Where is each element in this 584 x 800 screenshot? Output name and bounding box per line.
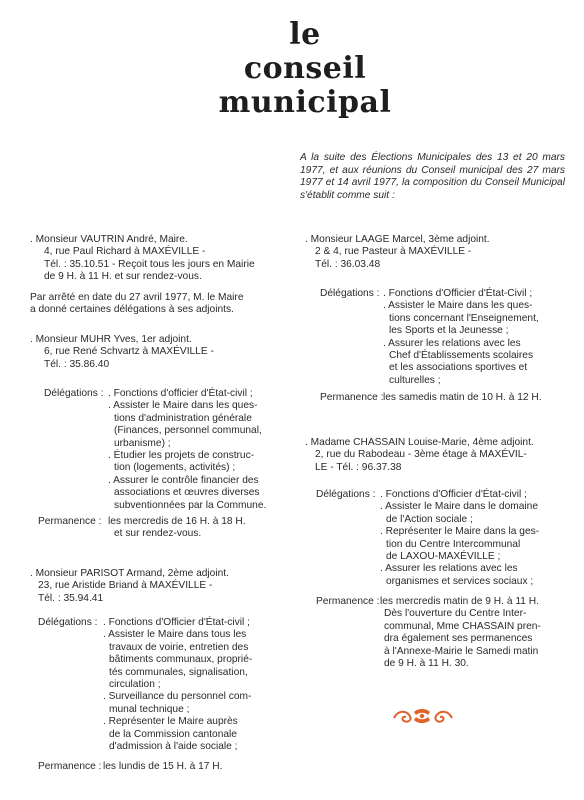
adj4-delegation-line: . Fonctions d'Officier d'État-civil ; [380, 489, 527, 500]
adj4-delegation-line: . Assurer les relations avec les [380, 563, 518, 575]
decorative-ornament-icon [392, 706, 454, 726]
adj4-delegation-line: de l'Action sociale ; [386, 513, 473, 525]
adj4-delegation-line: organismes et services sociaux ; [386, 575, 534, 587]
maire-line-address: 4, rue Paul Richard à MAXÉVILLE - [44, 246, 206, 258]
adj4-delegation-line: . Assister le Maire dans le domaine [380, 501, 538, 513]
adj3-line-address: 2 & 4, rue Pasteur à MAXÉVILLE - [315, 246, 472, 258]
adj3-delegation-line: . Fonctions d'Officier d'État-Civil ; [383, 288, 533, 299]
adj1-line-name: . Monsieur MUHR Yves, 1er adjoint. [30, 334, 192, 345]
adj2-delegation-line: . Représenter le Maire auprès [103, 716, 238, 728]
adj3-delegation-line: et les associations sportives et [389, 362, 528, 374]
adj2-permanence-label: Permanence : [38, 761, 102, 772]
adj3-delegation-line: . Assurer les relations avec les [383, 337, 521, 349]
adj1-delegation-line: . Assister le Maire dans les ques- [108, 400, 258, 412]
adj3-block [305, 234, 565, 271]
adj3-permanence [383, 392, 563, 404]
adj4-block [305, 437, 570, 474]
adj1-delegation-line: associations et œuvres diverses [114, 487, 260, 499]
adj4-line-name: . Madame CHASSAIN Louise-Marie, 4ème adjoint. [305, 437, 534, 448]
adj4-delegation-line: de LAXOU-MAXÉVILLE ; [386, 551, 501, 563]
adj1-permanence-label: Permanence : [38, 516, 102, 527]
arrete-line-2: a donné certaines délégations à ses adjoints. [30, 304, 234, 316]
adj4-permanence-line: à l'Annexe-Mairie le Samedi matin [384, 645, 539, 657]
adj4-delegations-label: Délégations : [316, 489, 376, 500]
adj1-delegation-line: (Finances, personnel communal, [114, 425, 262, 437]
adj4-permanence-line: les mercredis matin de 9 H. à 11 H. [380, 596, 539, 607]
adj3-delegations-list [383, 288, 563, 387]
adj3-delegations-label: Délégations : [320, 288, 380, 299]
adj2-permanence [103, 761, 278, 773]
intro-paragraph: A la suite des Élections Municipales des 13 et 20 mars 1977, et aux réunions du Conseil municipal des 27 mars 1977 et 14 avril 1977, la composition du Conseil Municipal s'établit comme suit : [300, 152, 565, 201]
adj2-delegations-list [103, 617, 278, 753]
adj4-line-phone: LE - Tél. : 96.37.38 [315, 461, 402, 473]
adj2-line-address: 23, rue Aristide Briand à MAXÉVILLE - [38, 580, 213, 592]
adj3-permanence-line: les samedis matin de 10 H. à 12 H. [383, 392, 542, 403]
title-line-3: municipal [218, 85, 392, 120]
adj2-delegation-line: munal technique ; [109, 703, 190, 715]
adj4-delegations-list [380, 489, 560, 588]
adj4-permanence-line: dra également ses permanences [384, 633, 533, 645]
adj1-line-phone: Tél. : 35.86.40 [44, 358, 110, 370]
adj1-delegation-line: . Étudier les projets de construc- [108, 450, 255, 462]
adj2-block [30, 568, 285, 605]
adj1-delegation-line: tions d'administration générale [114, 412, 252, 424]
adj2-delegations-label: Délégations : [38, 617, 98, 628]
adj2-delegation-line: circulation ; [109, 679, 161, 691]
adj4-line-address: 2, rue du Rabodeau - 3ème étage à MAXÉVIL- [315, 449, 527, 461]
adj4-permanence [380, 596, 560, 670]
maire-line-hours: de 9 H. à 11 H. et sur rendez-vous. [44, 271, 202, 283]
adj4-delegation-line: tion du Centre Intercommunal [386, 538, 521, 550]
adj1-delegation-line: urbanisme) ; [114, 437, 171, 449]
adj1-permanence [108, 516, 278, 541]
adj1-line-address: 6, rue René Schvartz à MAXÉVILLE - [44, 346, 214, 358]
title-line-2: conseil [243, 51, 367, 86]
adj2-delegation-line: de la Commission cantonale [109, 728, 237, 740]
adj1-delegation-line: . Assurer le contrôle financier des [108, 474, 259, 486]
adj3-delegation-line: les Sports et la Jeunesse ; [389, 325, 509, 337]
adj2-delegation-line: d'admission à l'aide sociale ; [109, 741, 238, 753]
adj3-line-name: . Monsieur LAAGE Marcel, 3ème adjoint. [305, 234, 490, 245]
adj2-delegation-line: bâtiments communaux, proprié- [109, 654, 253, 666]
adj2-delegation-line: tés communales, signalisation, [109, 666, 248, 678]
adj2-line-phone: Tél. : 35.94.41 [38, 592, 104, 604]
adj3-permanence-label: Permanence : [320, 392, 384, 403]
arrete-paragraph [30, 292, 280, 317]
adj1-permanence-line: et sur rendez-vous. [114, 528, 202, 540]
adj4-permanence-line: Dès l'ouverture du Centre Inter- [384, 608, 527, 620]
adj3-line-phone: Tél. : 36.03.48 [315, 258, 381, 270]
adj3-delegation-line: tions concernant l'Enseignement, [389, 312, 539, 324]
adj3-delegation-line: Chef d'Établissements scolaires [389, 350, 534, 362]
adj4-permanence-line: de 9 H. à 11 H. 30. [384, 658, 469, 670]
adj1-delegations-list [108, 388, 278, 512]
maire-line-phone: Tél. : 35.10.51 - Reçoit tous les jours en Mairie [44, 258, 255, 270]
adj2-delegation-line: . Fonctions d'Officier d'État-civil ; [103, 617, 250, 628]
adj2-line-name: . Monsieur PARISOT Armand, 2ème adjoint. [30, 568, 229, 579]
adj3-delegation-line: . Assister le Maire dans les ques- [383, 300, 533, 312]
adj2-permanence-line: les lundis de 15 H. à 17 H. [103, 761, 223, 772]
adj2-delegation-line: . Surveillance du personnel com- [103, 691, 252, 703]
adj1-delegations-label: Délégations : [44, 388, 104, 399]
arrete-line-1: Par arrêté en date du 27 avril 1977, M. le Maire [30, 292, 244, 303]
adj4-delegation-line: . Représenter le Maire dans la ges- [380, 526, 540, 538]
title-line-1: le [289, 17, 321, 52]
adj4-permanence-label: Permanence : [316, 596, 380, 607]
adj1-delegation-line: . Fonctions d'officier d'État-civil ; [108, 388, 253, 399]
adj3-delegation-line: culturelles ; [389, 374, 441, 386]
adj4-permanence-line: communal, Mme CHASSAIN pren- [384, 620, 541, 632]
page-title [205, 18, 405, 120]
adj1-permanence-line: les mercredis de 16 H. à 18 H. [108, 516, 246, 527]
adj1-delegation-line: subventionnées par la Commune. [114, 499, 267, 511]
adj1-delegation-line: tion (logements, activités) ; [114, 462, 236, 474]
adj2-delegation-line: . Assister le Maire dans tous les [103, 629, 247, 641]
adj1-block [30, 334, 280, 371]
maire-line-name: . Monsieur VAUTRIN André, Maire. [30, 234, 188, 245]
maire-block [30, 234, 280, 284]
adj2-delegation-line: travaux de voirie, entretien des [109, 641, 249, 653]
